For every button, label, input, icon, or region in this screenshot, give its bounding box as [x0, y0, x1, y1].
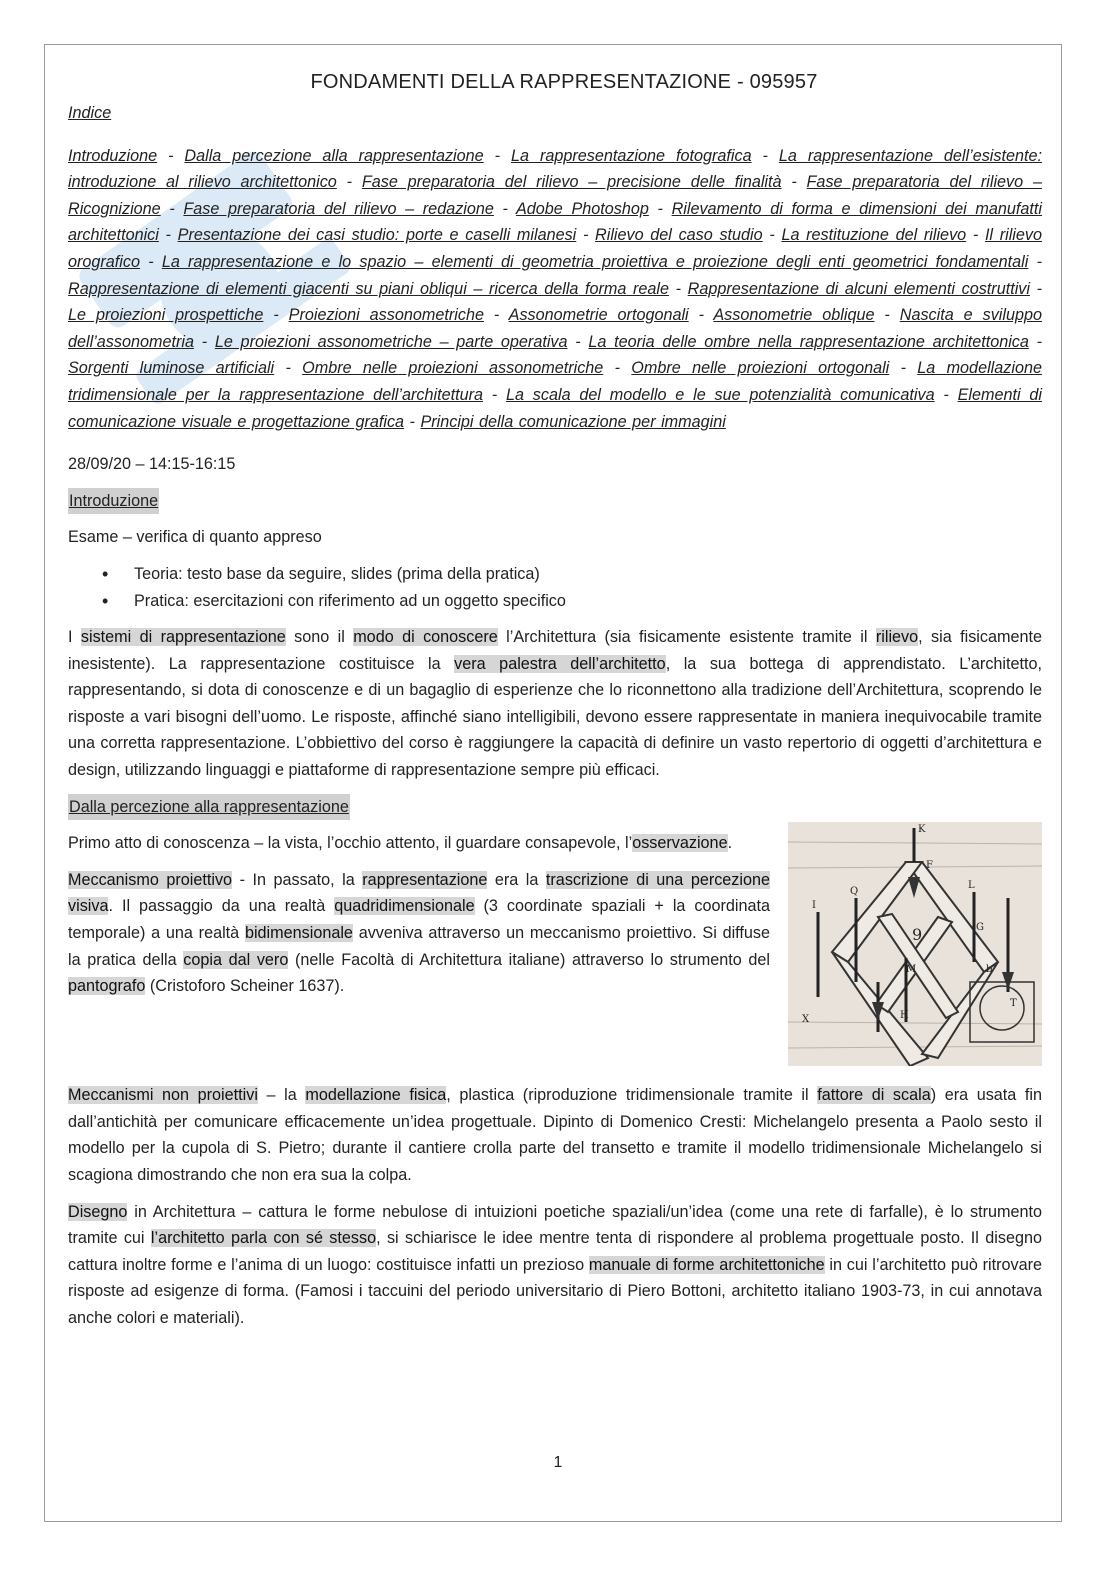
toc-link[interactable]: Fase preparatoria del rilievo – Ricognizione — [68, 173, 1042, 218]
toc-separator: - — [603, 359, 632, 378]
toc-separator: - — [493, 199, 516, 218]
toc-separator: - — [874, 306, 900, 325]
toc-separator: - — [688, 306, 714, 325]
projective-mechanism-paragraph: Meccanismo proiettivo - In passato, la rappresentazione era la trascrizione di una percezione visiva. Il passaggio da una realtà quadridimensionale (3 coordinate spaziali + la coordinata temporale) a una realtà bidimensionale avveniva attraverso un meccanismo proiettivo. Si diffuse la pratica della copia dal vero (nelle Facoltà di Architettura italiane) attraverso lo strumento del pantografo (Cristoforo Scheiner 1637). — [68, 870, 771, 996]
toc-separator: - — [1029, 279, 1042, 298]
toc-separator: - — [576, 226, 596, 245]
figure-label: H — [900, 1010, 909, 1022]
toc-separator: - — [1028, 332, 1043, 351]
exam-line: Esame – verifica di quanto appreso — [68, 528, 322, 547]
toc-separator: - — [193, 332, 215, 351]
list-item: • Teoria: testo base da seguire, slides (prima della pratica) — [134, 561, 1042, 588]
toc-link[interactable]: La rappresentazione dell’esistente: introduzione al rilievo architettonico — [68, 146, 1043, 192]
toc-link[interactable]: La rappresentazione fotografica — [510, 146, 752, 165]
toc-link[interactable]: Introduzione — [68, 146, 158, 165]
toc-separator: - — [648, 199, 672, 218]
toc-link[interactable]: La restituzione del rilievo — [781, 226, 967, 245]
document-body — [68, 66, 1042, 1332]
toc-separator: - — [263, 306, 289, 325]
toc-link[interactable]: Ombre nelle proiezioni ortogonali — [631, 359, 890, 378]
pantograph-icon — [788, 822, 1042, 1066]
observation-paragraph: Primo atto di conoscenza – la vista, l’occhio attento, il guardare consapevole, l’osservazione. — [68, 834, 733, 853]
toc-separator: - — [336, 173, 362, 192]
figure-label: K — [918, 824, 926, 836]
toc-separator: - — [751, 146, 779, 165]
toc-separator: - — [483, 146, 511, 165]
toc-separator: - — [934, 385, 958, 404]
toc-link[interactable]: Dalla percezione alla rappresentazione — [184, 146, 484, 165]
toc-link[interactable]: Elementi di comunicazione visuale e progettazione grafica — [68, 385, 1043, 431]
toc-separator: - — [762, 226, 782, 245]
toc-separator: - — [567, 332, 589, 351]
toc-separator: - — [483, 306, 509, 325]
section-heading-introduzione: Introduzione — [68, 488, 159, 515]
figure-label: T — [1010, 998, 1017, 1010]
section-heading-percezione: Dalla percezione alla rappresentazione — [68, 794, 350, 821]
toc-link[interactable]: Il rilievo orografico — [68, 226, 1042, 271]
index-heading: Indice — [68, 104, 112, 122]
toc-separator: - — [160, 199, 184, 218]
pantograph-figure — [788, 822, 1042, 1066]
toc-separator: - — [781, 173, 807, 192]
figure-label: X — [802, 1014, 810, 1026]
toc-link[interactable]: Rilevamento di forma e dimensioni dei manufatti architettonici — [68, 199, 1042, 245]
intro-paragraph: I sistemi di rappresentazione sono il modo di conoscere l’Architettura (sia fisicamente esistente tramite il rilievo, sia fisicamente inesistente). La rappresentazione costituisce la vera palestra dell’architetto, la sua bottega di apprendistato. L’architetto, rappresentando, si dota di conoscenze e di un bagaglio di esperienze che lo riconnettono alla tradizione dell’Architettura, scoprendo le risposte a vari bisogni dell’uomo. Le risposte, affinché siano intelligibili, devono essere rappresentate in maniera inequivocabile tramite una corretta rappresentazione. L’obbiettivo del corso è raggiungere la capacità di definire un vasto repertorio di oggetti d’architettura e design, utilizzando linguaggi e piattaforme di rappresentazione sempre più efficaci. — [68, 628, 1043, 780]
page-title: FONDAMENTI DELLA RAPPRESENTAZIONE - 095957 — [310, 71, 818, 93]
non-projective-paragraph: Meccanismi non proiettivi – la modellazione fisica, plastica (riproduzione tridimensionale tramite il fattore di scala) era usata fin dall’antichità per comunicare efficacemente un’idea progettuale. Dipinto di Domenico Cresti: Michelangelo presenta a Paolo sesto il modello per la cupola di S. Pietro; durante il cantiere crolla parte del transetto e tramite il modello tridimensionale Michelangelo si scagiona dimostrando che non era sua la colpa. — [68, 1086, 1042, 1185]
toc-separator: - — [889, 359, 918, 378]
bullet-list — [68, 561, 1042, 614]
toc-link[interactable]: Rappresentazione di elementi giacenti su piani obliqui – ricerca della forma reale — [68, 279, 670, 298]
table-of-contents — [68, 143, 1042, 436]
toc-link[interactable]: Le proiezioni prospettiche — [68, 306, 264, 325]
toc-separator: - — [274, 359, 303, 378]
toc-separator: - — [966, 226, 985, 245]
toc-link[interactable]: Nascita e sviluppo dell’assonometria — [68, 306, 1043, 351]
toc-separator: - — [482, 385, 506, 404]
toc-link[interactable]: Presentazione dei casi studio: porte e caselli milanesi — [177, 226, 577, 245]
toc-link[interactable]: Fase preparatoria del rilievo – redazione — [183, 199, 494, 218]
toc-link[interactable]: La scala del modello e le sue potenzialità comunicativa — [505, 385, 935, 404]
toc-link[interactable]: La teoria delle ombre nella rappresentazione architettonica — [588, 332, 1029, 351]
toc-link[interactable]: Principi della comunicazione per immagini — [420, 412, 726, 431]
toc-separator: - — [139, 252, 162, 271]
figure-label: L — [968, 880, 975, 892]
toc-separator: - — [1028, 252, 1042, 271]
figure-label: 9 — [912, 925, 923, 945]
toc-link[interactable]: Fase preparatoria del rilievo – precisione delle finalità — [361, 173, 782, 192]
figure-label: b — [986, 964, 993, 976]
figure-label: F — [926, 860, 933, 872]
toc-link[interactable]: Le proiezioni assonometriche – parte operativa — [214, 332, 568, 351]
toc-link[interactable]: Sorgenti luminose artificiali — [68, 359, 275, 378]
lecture-date: 28/09/20 – 14:15-16:15 — [68, 455, 236, 474]
figure-label: M — [906, 964, 917, 976]
toc-link[interactable]: Proiezioni assonometriche — [288, 306, 484, 325]
toc-link[interactable]: Rilievo del caso studio — [595, 226, 763, 245]
figure-label: Q — [850, 886, 859, 898]
toc-link[interactable]: La rappresentazione e lo spazio – elementi di geometria proiettiva e proiezione degli enti geometrici fondamentali — [161, 252, 1029, 271]
drawing-paragraph: Disegno in Architettura – cattura le forme nebulose di intuizioni poetiche spaziali/un’idea (come una rete di farfalle), è lo strumento tramite cui l’architetto parla con sé stesso, si schiarisce le idee mentre tenta di rispondere al problema progettuale posto. Il disegno cattura inoltre forme e l’anima di un luogo: costituisce infatti un prezioso manuale di forme architettoniche in cui l’architetto può ritrovare risposte ad esigenze di forma. (Famosi i taccuini del periodo universitario di Piero Bottoni, architetto italiano 1903-73, in cui annotava anche colori e materiali). — [68, 1202, 1042, 1327]
figure-label: G — [976, 922, 984, 934]
toc-link[interactable]: Rappresentazione di alcuni elementi costruttivi — [687, 279, 1030, 298]
page-number: 1 — [553, 1454, 563, 1471]
toc-link[interactable]: La modellazione tridimensionale per la rappresentazione dell’architettura — [68, 359, 1042, 404]
toc-separator: - — [158, 226, 178, 245]
list-item: • Pratica: esercitazioni con riferimento ad un oggetto specifico — [134, 588, 1042, 615]
toc-link[interactable]: Assonometrie oblique — [713, 306, 875, 325]
toc-link[interactable]: Ombre nelle proiezioni assonometriche — [302, 359, 604, 378]
figure-label: I — [812, 900, 816, 912]
toc-separator: - — [404, 412, 421, 431]
toc-separator: - — [669, 279, 688, 298]
toc-link[interactable]: Adobe Photoshop — [516, 199, 649, 218]
toc-separator: - — [157, 146, 185, 165]
toc-link[interactable]: Assonometrie ortogonali — [508, 306, 689, 325]
